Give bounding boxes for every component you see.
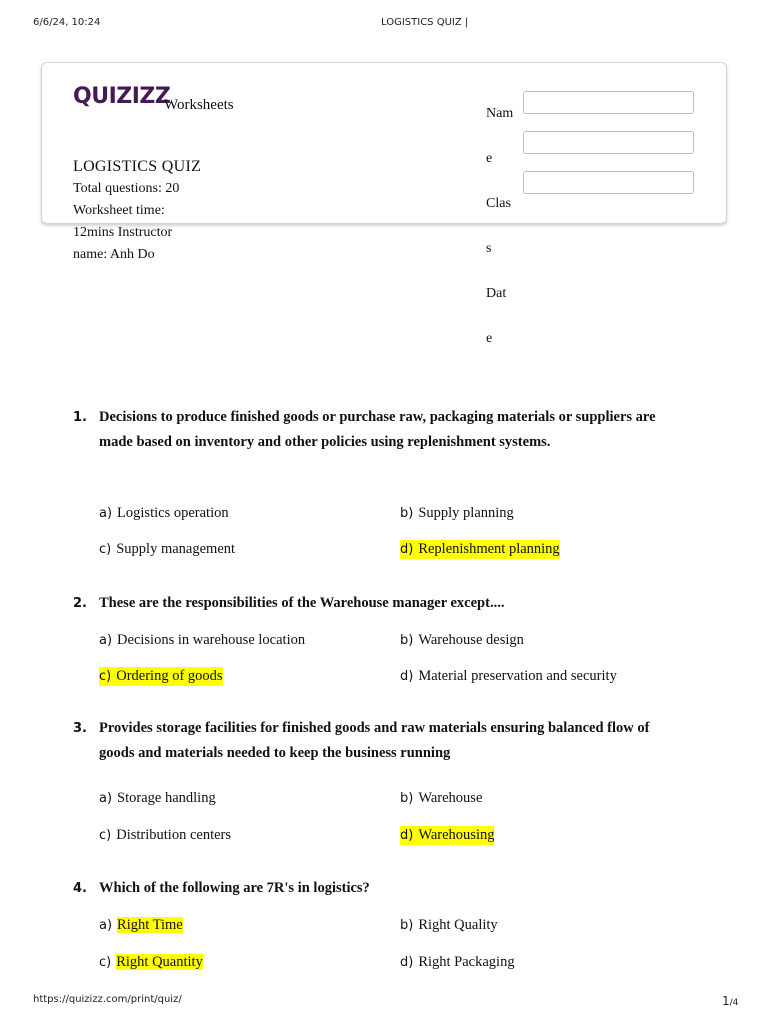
- option-b[interactable]: b) Warehouse: [400, 790, 483, 806]
- quizizz-logo: QUIZIZZ: [73, 84, 171, 109]
- question-number: 3.: [73, 721, 87, 736]
- option-d-correct[interactable]: d) Warehousing: [400, 827, 495, 843]
- option-c[interactable]: c) Supply management: [99, 541, 236, 557]
- total-questions: Total questions: 20: [73, 181, 180, 196]
- option-b[interactable]: b) Warehouse design: [400, 632, 524, 648]
- option-a-correct[interactable]: a) Right Time: [99, 917, 183, 933]
- worksheet-time: Worksheet time:: [73, 203, 165, 218]
- name-label-a: Nam: [486, 106, 514, 121]
- date-label-a: Dat: [486, 286, 507, 301]
- class-label-b: s: [486, 241, 492, 256]
- date-label-b: e: [486, 331, 493, 346]
- option-a[interactable]: a) Storage handling: [99, 790, 216, 806]
- option-b[interactable]: b) Supply planning: [400, 505, 514, 521]
- option-d[interactable]: d) Material preservation and security: [400, 668, 617, 684]
- question-number: 1.: [73, 410, 87, 425]
- time-instructor: 12mins Instructor: [73, 225, 173, 240]
- option-c-correct[interactable]: c) Right Quantity: [99, 954, 203, 970]
- option-d[interactable]: d) Right Packaging: [400, 954, 515, 970]
- option-a[interactable]: a) Decisions in warehouse location: [99, 632, 306, 648]
- logo-subtitle: Worksheets: [164, 97, 234, 113]
- option-c[interactable]: c) Distribution centers: [99, 827, 232, 843]
- print-date: 6/6/24, 10:24: [33, 17, 101, 28]
- field-labels: [486, 103, 513, 373]
- name-field[interactable]: [523, 91, 694, 114]
- print-header: [0, 17, 768, 31]
- question-number: 2.: [73, 596, 87, 611]
- print-footer: [0, 994, 768, 1008]
- quiz-info: [73, 156, 201, 266]
- print-title: LOGISTICS QUIZ |: [381, 17, 469, 28]
- date-field[interactable]: [523, 171, 694, 194]
- print-url: https://quizizz.com/print/quiz/: [33, 994, 182, 1005]
- question-text: Provides storage facilities for finished goods and raw materials ensuring balanced flow of goods and materials needed to keep the business running: [99, 720, 650, 761]
- option-b[interactable]: b) Right Quality: [400, 917, 498, 933]
- question-text: Which of the following are 7R's in logistics?: [99, 880, 370, 896]
- name-label-b: e: [486, 151, 493, 166]
- option-c-correct[interactable]: c) Ordering of goods: [99, 668, 223, 684]
- instructor-name: name: Anh Do: [73, 247, 155, 262]
- option-d-correct[interactable]: d) Replenishment planning: [400, 541, 560, 557]
- question-number: 4.: [73, 881, 87, 896]
- question-text: Decisions to produce finished goods or purchase raw, packaging materials or suppliers are made based on inventory and other policies using replenishment systems.: [99, 409, 656, 450]
- class-label-a: Clas: [486, 196, 511, 211]
- option-a[interactable]: a) Logistics operation: [99, 505, 229, 521]
- question-text: These are the responsibilities of the Warehouse manager except....: [99, 595, 505, 611]
- quiz-title: LOGISTICS QUIZ: [73, 158, 202, 175]
- class-field[interactable]: [523, 131, 694, 154]
- page-number: 1/4: [722, 994, 739, 1008]
